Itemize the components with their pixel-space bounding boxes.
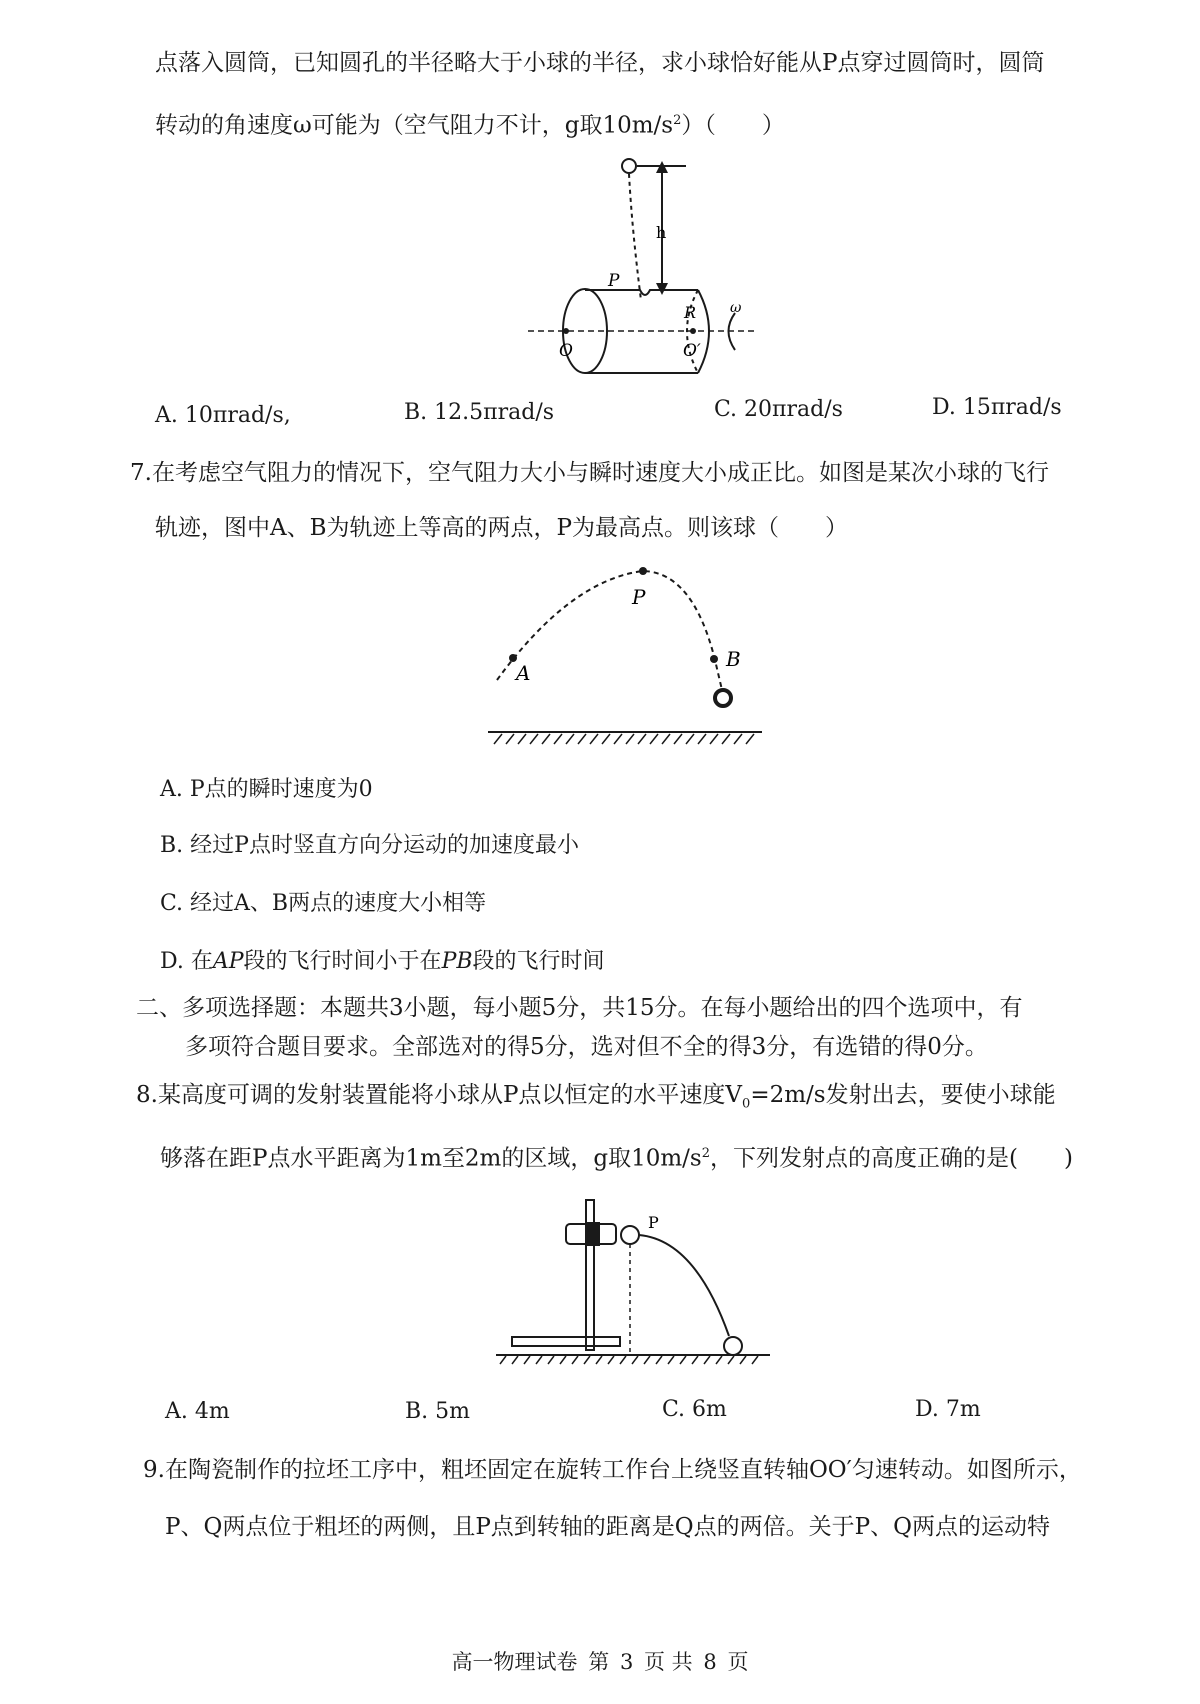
q8-text-line2 [160,1139,1073,1174]
q8-label-p: P [648,1213,659,1232]
footer-page-mid: 页 共 [644,1650,693,1674]
q7-point-b [710,655,718,663]
q6-text-line2-prefix: 转动的角速度ω可能为（空气阻力不计，g取10m/s [155,112,674,139]
q8-stand-base [512,1337,620,1346]
q8-text-line2-prefix: 够落在距P点水平距离为1m至2m的区域，g取10m/s [160,1145,702,1172]
footer-page-suffix: 页 [727,1650,749,1674]
q8-option-a: A. 4m [165,1399,230,1424]
q8-v-subscript: 0 [742,1096,751,1112]
q9-text-line2: P、Q两点位于粗坯的两侧，且P点到转轴的距离是Q点的两倍。关于P、Q两点的运动特 [165,1514,1050,1540]
q6-cylinder-figure [520,150,760,390]
q7-label-b: B [726,647,741,671]
q6-option-a: A. 10πrad/s, [155,403,291,428]
q8-text-line1 [136,1080,1056,1120]
q7-option-d-pb: PB [441,949,473,974]
q6-fall-path [629,174,641,300]
q6-option-c: C. 20πrad/s [714,397,843,422]
q7-ball [715,690,731,706]
q7-text-line1: 7.在考虑空气阻力的情况下，空气阻力大小与瞬时速度大小成正比。如图是某次小球的飞行 [130,460,1049,486]
footer-page-prefix: 第 [588,1650,610,1674]
q8-clamp [586,1222,600,1246]
q6-ball [622,159,636,173]
q6-exponent: 2 [673,113,682,128]
q7-point-p [639,567,647,575]
q6-option-d: D. 15πrad/s [932,395,1062,420]
page-footer [0,1646,1200,1676]
q6-point-o [563,328,569,334]
q9-text-line1: 9.在陶瓷制作的拉坯工序中，粗坯固定在旋转工作台上绕竖直转轴OO′匀速转动。如图所示， [143,1457,1082,1483]
q8-trajectory [639,1235,729,1336]
q7-trajectory-figure [470,555,770,745]
q7-ground-hatching [494,734,754,744]
q8-ground-hatching [500,1356,758,1364]
q8-ball-landing [724,1337,742,1355]
q6-text-line2 [155,106,785,141]
q7-option-c: C. 经过A、B两点的速度大小相等 [160,891,487,916]
q7-option-d [160,947,605,977]
q6-label-h: h [656,223,667,242]
q8-text-line2-suffix: ，下列发射点的高度正确的是( ) [710,1145,1073,1172]
q8-exponent: 2 [701,1146,710,1161]
q7-option-b: B. 经过P点时竖直方向分运动的加速度最小 [160,833,579,858]
q6-label-p: P [608,271,620,291]
q8-option-c: C. 6m [662,1397,727,1422]
q8-text-line1-suffix: =2m/s发射出去，要使小球能 [750,1082,1056,1108]
q6-cylinder-top [585,290,698,295]
q7-option-a: A. P点的瞬时速度为0 [160,777,373,802]
q7-option-d-ap: AP [212,949,244,974]
q7-option-d-mid: 段的飞行时间小于在 [243,949,442,974]
q7-label-a: A [516,661,531,685]
section2-heading-line2: 多项符合题目要求。全部选对的得5分，选对但不全的得3分，有选错的得0分。 [185,1034,988,1060]
q6-point-o-prime [690,328,696,334]
q6-option-b: B. 12.5πrad/s [404,400,555,425]
q8-option-b: B. 5m [405,1399,471,1424]
q8-ball-start [621,1226,639,1244]
q6-text-line1: 点落入圆筒，已知圆孔的半径略大于小球的半径，求小球恰好能从P点穿过圆筒时，圆筒 [155,50,1045,76]
section2-heading-line1: 二、多项选择题：本题共3小题，每小题5分，共15分。在每小题给出的四个选项中，有 [136,995,1023,1021]
q7-label-p: P [632,585,646,609]
q8-text-line1-prefix: 8.某高度可调的发射装置能将小球从P点以恒定的水平速度V [136,1082,743,1108]
footer-total-pages: 8 [703,1650,717,1674]
q6-text-line2-suffix: ）（ ） [681,112,785,139]
q6-label-o-prime: O′ [683,341,701,361]
q6-label-o: O [559,341,573,361]
q7-trajectory-path [497,571,722,690]
footer-page-number: 3 [619,1650,634,1674]
q6-label-r: R [684,303,697,322]
q7-option-d-suffix: 段的飞行时间 [472,949,605,974]
q8-option-d: D. 7m [915,1397,981,1422]
q6-label-omega: ω [730,300,742,316]
footer-title: 高一物理试卷 [451,1650,578,1674]
q7-text-line2: 轨迹，图中A、B为轨迹上等高的两点，P为最高点。则该球（ ） [155,515,848,541]
q8-launcher-figure [490,1190,780,1365]
q7-option-d-prefix: D. 在 [160,949,213,974]
